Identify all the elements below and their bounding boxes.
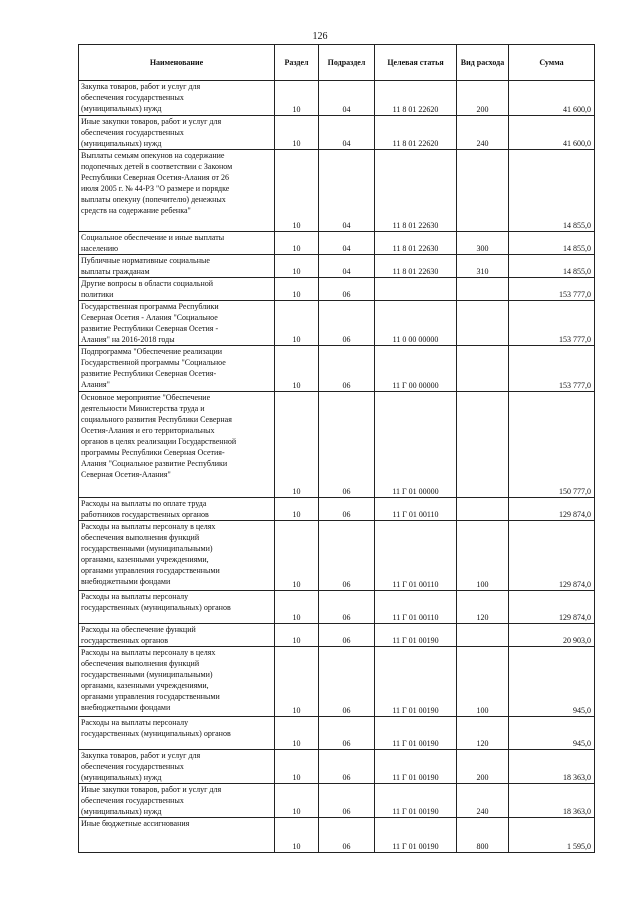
cell-section: 10: [275, 624, 319, 647]
cell-name: Закупка товаров, работ и услуг для обеспечения государственных (муниципальных) нужд: [79, 750, 275, 784]
cell-subsection: 06: [319, 346, 375, 392]
cell-sum: 41 600,0: [509, 81, 595, 116]
page-number: 126: [312, 31, 328, 42]
header-section: Раздел: [275, 45, 319, 81]
cell-type: [457, 278, 509, 301]
cell-name: Иные бюджетные ассигнования: [79, 818, 275, 853]
cell-type: 100: [457, 647, 509, 717]
header-name: Наименование: [79, 45, 275, 81]
cell-section: 10: [275, 498, 319, 521]
cell-sum: 20 903,0: [509, 624, 595, 647]
cell-type: 240: [457, 116, 509, 150]
cell-target: 11 8 01 22630: [375, 232, 457, 255]
cell-section: 10: [275, 521, 319, 591]
cell-subsection: 06: [319, 301, 375, 346]
cell-subsection: 06: [319, 521, 375, 591]
cell-sum: 14 855,0: [509, 150, 595, 232]
cell-subsection: 06: [319, 392, 375, 498]
cell-type: [457, 624, 509, 647]
cell-sum: 150 777,0: [509, 392, 595, 498]
cell-type: 240: [457, 784, 509, 818]
cell-section: 10: [275, 346, 319, 392]
cell-section: 10: [275, 591, 319, 624]
cell-sum: 18 363,0: [509, 750, 595, 784]
table-row: [79, 255, 595, 278]
cell-target: 11 Г 01 00110: [375, 521, 457, 591]
cell-target: 11 Г 01 00190: [375, 818, 457, 853]
table-row: [79, 591, 595, 624]
cell-sum: 129 874,0: [509, 521, 595, 591]
cell-target: 11 Г 01 00190: [375, 717, 457, 750]
cell-type: [457, 301, 509, 346]
cell-type: [457, 392, 509, 498]
table-row: [79, 717, 595, 750]
header-subsection: Подраздел: [319, 45, 375, 81]
cell-name: Расходы на выплаты персоналу государственных (муниципальных) органов: [79, 591, 275, 624]
cell-sum: 153 777,0: [509, 346, 595, 392]
cell-subsection: 06: [319, 717, 375, 750]
cell-sum: 945,0: [509, 647, 595, 717]
cell-target: 11 Г 01 00000: [375, 392, 457, 498]
cell-target: 11 Г 01 00190: [375, 647, 457, 717]
header-type: Вид расхода: [457, 45, 509, 81]
cell-sum: 1 595,0: [509, 818, 595, 853]
cell-name: Закупка товаров, работ и услуг для обеспечения государственных (муниципальных) нужд: [79, 81, 275, 116]
table-row: [79, 150, 595, 232]
cell-target: 11 Г 00 00000: [375, 346, 457, 392]
cell-subsection: 06: [319, 647, 375, 717]
table-row: [79, 116, 595, 150]
cell-section: 10: [275, 116, 319, 150]
cell-name: Расходы на выплаты по оплате труда работников государственных органов: [79, 498, 275, 521]
cell-subsection: 04: [319, 232, 375, 255]
cell-type: 300: [457, 232, 509, 255]
cell-sum: 41 600,0: [509, 116, 595, 150]
cell-subsection: 06: [319, 750, 375, 784]
cell-target: 11 8 01 22620: [375, 116, 457, 150]
cell-subsection: 06: [319, 818, 375, 853]
cell-sum: 129 874,0: [509, 591, 595, 624]
table-row: [79, 346, 595, 392]
cell-name: Расходы на выплаты персоналу в целях обеспечения выполнения функций государственными (муниципальными) органами, казенными учреждениями, органами управления государственными внебюджетными фондами: [79, 521, 275, 591]
cell-type: [457, 498, 509, 521]
table-row: [79, 232, 595, 255]
cell-subsection: 04: [319, 116, 375, 150]
cell-target: 11 Г 01 00190: [375, 750, 457, 784]
cell-target: 11 Г 01 00110: [375, 498, 457, 521]
cell-target: 11 0 00 00000: [375, 301, 457, 346]
cell-section: 10: [275, 278, 319, 301]
cell-section: 10: [275, 150, 319, 232]
cell-sum: 945,0: [509, 717, 595, 750]
cell-section: 10: [275, 301, 319, 346]
cell-type: 120: [457, 591, 509, 624]
cell-section: 10: [275, 232, 319, 255]
table-header-row: [79, 45, 595, 81]
cell-name: Публичные нормативные социальные выплаты гражданам: [79, 255, 275, 278]
table-row: [79, 498, 595, 521]
cell-section: 10: [275, 255, 319, 278]
cell-target: 11 8 01 22630: [375, 150, 457, 232]
cell-subsection: 04: [319, 255, 375, 278]
cell-sum: 14 855,0: [509, 232, 595, 255]
cell-type: 200: [457, 81, 509, 116]
cell-sum: 153 777,0: [509, 278, 595, 301]
cell-name: Социальное обеспечение и иные выплаты населению: [79, 232, 275, 255]
cell-type: [457, 150, 509, 232]
cell-name: Расходы на обеспечение функций государственных органов: [79, 624, 275, 647]
cell-type: 100: [457, 521, 509, 591]
table-row: [79, 624, 595, 647]
cell-name: Расходы на выплаты персоналу в целях обеспечения выполнения функций государственными (муниципальными) органами, казенными учреждениями, органами управления государственными внебюджетными фондами: [79, 647, 275, 717]
table-row: [79, 521, 595, 591]
table-row: [79, 81, 595, 116]
header-sum: Сумма: [509, 45, 595, 81]
table-row: [79, 278, 595, 301]
cell-name: Расходы на выплаты персоналу государственных (муниципальных) органов: [79, 717, 275, 750]
cell-target: 11 Г 01 00190: [375, 624, 457, 647]
cell-type: 310: [457, 255, 509, 278]
table-row: [79, 392, 595, 498]
cell-target: 11 8 01 22620: [375, 81, 457, 116]
table-body: [79, 81, 595, 853]
cell-section: 10: [275, 647, 319, 717]
header-target: Целевая статья: [375, 45, 457, 81]
cell-section: 10: [275, 784, 319, 818]
table-row: [79, 784, 595, 818]
cell-type: [457, 346, 509, 392]
cell-subsection: 06: [319, 624, 375, 647]
cell-name: Подпрограмма "Обеспечение реализации Государственной программы "Социальное развитие Республики Северная Осетия- Алания": [79, 346, 275, 392]
cell-section: 10: [275, 717, 319, 750]
table-row: [79, 818, 595, 853]
cell-sum: 129 874,0: [509, 498, 595, 521]
cell-section: 10: [275, 81, 319, 116]
cell-target: [375, 278, 457, 301]
cell-subsection: 06: [319, 498, 375, 521]
cell-target: 11 Г 01 00110: [375, 591, 457, 624]
cell-name: Выплаты семьям опекунов на содержание подопечных детей в соответствии с Законом Республики Северная Осетия-Алания от 26 июля 2005 г. № 44-РЗ "О размере и порядке выплаты опекуну (попечителю) денежных средств на содержание ребенка": [79, 150, 275, 232]
cell-target: 11 Г 01 00190: [375, 784, 457, 818]
cell-subsection: 04: [319, 81, 375, 116]
cell-name: Другие вопросы в области социальной политики: [79, 278, 275, 301]
cell-section: 10: [275, 392, 319, 498]
table-row: [79, 647, 595, 717]
cell-type: 120: [457, 717, 509, 750]
cell-sum: 14 855,0: [509, 255, 595, 278]
cell-name: Иные закупки товаров, работ и услуг для обеспечения государственных (муниципальных) нужд: [79, 784, 275, 818]
budget-table: [78, 44, 595, 853]
cell-section: 10: [275, 818, 319, 853]
cell-subsection: 06: [319, 784, 375, 818]
cell-subsection: 04: [319, 150, 375, 232]
cell-subsection: 06: [319, 278, 375, 301]
cell-subsection: 06: [319, 591, 375, 624]
cell-name: Государственная программа Республики Северная Осетия - Алания "Социальное развитие Республики Северная Осетия - Алания" на 2016-2018 годы: [79, 301, 275, 346]
table-row: [79, 301, 595, 346]
cell-target: 11 8 01 22630: [375, 255, 457, 278]
cell-type: 800: [457, 818, 509, 853]
table-row: [79, 750, 595, 784]
cell-type: 200: [457, 750, 509, 784]
cell-name: Иные закупки товаров, работ и услуг для обеспечения государственных (муниципальных) нужд: [79, 116, 275, 150]
cell-sum: 18 363,0: [509, 784, 595, 818]
cell-name: Основное мероприятие "Обеспечение деятельности Министерства труда и социального развития Республики Северная Осетия-Алания и его территориальных органов в целях реализации Государственной программы Республики Северная Осетия- Алания "Социальное развитие Республики Северная Осетия-Алания": [79, 392, 275, 498]
cell-sum: 153 777,0: [509, 301, 595, 346]
cell-section: 10: [275, 750, 319, 784]
